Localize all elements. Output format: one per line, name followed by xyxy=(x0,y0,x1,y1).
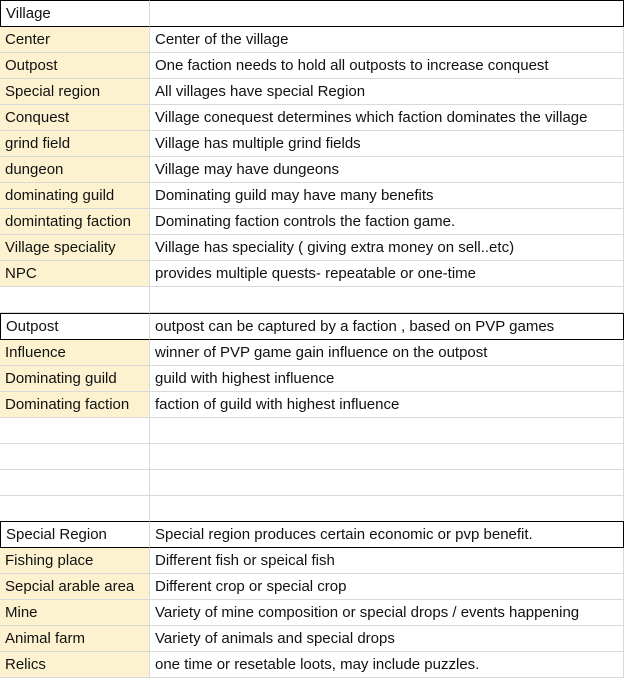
value-cell[interactable]: Village may have dungeons xyxy=(150,157,624,183)
value-cell[interactable]: Village has speciality ( giving extra money on sell..etc) xyxy=(150,235,624,261)
empty-cell[interactable] xyxy=(0,444,150,470)
key-cell[interactable]: Sepcial arable area xyxy=(0,574,150,600)
empty-cell[interactable] xyxy=(0,418,150,444)
table-row xyxy=(0,79,624,105)
empty-row xyxy=(0,287,624,313)
key-cell[interactable]: Outpost xyxy=(0,53,150,79)
grid-cell[interactable]: Outpost xyxy=(0,313,150,340)
table-row xyxy=(0,652,624,678)
key-cell[interactable]: Conquest xyxy=(0,105,150,131)
empty-cell[interactable] xyxy=(150,470,624,496)
key-cell[interactable]: NPC xyxy=(0,261,150,287)
value-cell[interactable]: one time or resetable loots, may include puzzles. xyxy=(150,652,624,678)
key-cell[interactable]: domintating faction xyxy=(0,209,150,235)
key-cell[interactable]: Village speciality xyxy=(0,235,150,261)
key-cell[interactable]: Mine xyxy=(0,600,150,626)
table-row xyxy=(0,340,624,366)
table-row xyxy=(0,366,624,392)
section-header-special-region xyxy=(0,521,624,547)
grid-cell[interactable]: Special region produces certain economic or pvp benefit. xyxy=(150,521,624,548)
empty-cell[interactable] xyxy=(0,287,150,313)
value-cell[interactable]: Different crop or special crop xyxy=(150,574,624,600)
empty-cell[interactable] xyxy=(150,418,624,444)
value-cell[interactable]: guild with highest influence xyxy=(150,366,624,392)
table-row xyxy=(0,183,624,209)
table-row xyxy=(0,392,624,418)
grid-cell[interactable]: outpost can be captured by a faction , based on PVP games xyxy=(150,313,624,340)
key-cell[interactable]: Influence xyxy=(0,340,150,366)
value-cell[interactable]: Dominating faction controls the faction game. xyxy=(150,209,624,235)
table-row xyxy=(0,600,624,626)
value-cell[interactable]: Different fish or speical fish xyxy=(150,548,624,574)
key-cell[interactable]: Dominating faction xyxy=(0,392,150,418)
table-row xyxy=(0,105,624,131)
empty-cell[interactable] xyxy=(0,470,150,496)
table-row xyxy=(0,53,624,79)
empty-row xyxy=(0,470,624,496)
key-cell[interactable]: dominating guild xyxy=(0,183,150,209)
value-cell[interactable]: provides multiple quests- repeatable or one-time xyxy=(150,261,624,287)
value-cell[interactable]: Dominating guild may have many benefits xyxy=(150,183,624,209)
grid-cell[interactable]: Village xyxy=(0,0,150,27)
key-cell[interactable]: Special region xyxy=(0,79,150,105)
table-row xyxy=(0,131,624,157)
section-header-outpost xyxy=(0,313,624,339)
grid-cell[interactable]: Special Region xyxy=(0,521,150,548)
table-row xyxy=(0,574,624,600)
value-cell[interactable]: One faction needs to hold all outposts to increase conquest xyxy=(150,53,624,79)
table-row xyxy=(0,157,624,183)
table-row xyxy=(0,548,624,574)
value-cell[interactable]: Village conequest determines which faction dominates the village xyxy=(150,105,624,131)
key-cell[interactable]: dungeon xyxy=(0,157,150,183)
value-cell[interactable]: Variety of animals and special drops xyxy=(150,626,624,652)
empty-cell[interactable] xyxy=(150,287,624,313)
key-cell[interactable]: Center xyxy=(0,27,150,53)
value-cell[interactable]: Village has multiple grind fields xyxy=(150,131,624,157)
grid-cell[interactable] xyxy=(150,0,624,27)
key-cell[interactable]: Fishing place xyxy=(0,548,150,574)
key-cell[interactable]: Dominating guild xyxy=(0,366,150,392)
key-cell[interactable]: Animal farm xyxy=(0,626,150,652)
value-cell[interactable]: faction of guild with highest influence xyxy=(150,392,624,418)
empty-row xyxy=(0,444,624,470)
table-row xyxy=(0,261,624,287)
key-cell[interactable]: grind field xyxy=(0,131,150,157)
value-cell[interactable]: winner of PVP game gain influence on the outpost xyxy=(150,340,624,366)
table-row xyxy=(0,209,624,235)
empty-cell[interactable] xyxy=(150,496,624,522)
table-row xyxy=(0,27,624,53)
table-row xyxy=(0,626,624,652)
value-cell[interactable]: Center of the village xyxy=(150,27,624,53)
value-cell[interactable]: All villages have special Region xyxy=(150,79,624,105)
empty-row xyxy=(0,496,624,522)
value-cell[interactable]: Variety of mine composition or special drops / events happening xyxy=(150,600,624,626)
empty-row xyxy=(0,418,624,444)
table-row xyxy=(0,235,624,261)
empty-cell[interactable] xyxy=(150,444,624,470)
section-header-village xyxy=(0,0,624,26)
key-cell[interactable]: Relics xyxy=(0,652,150,678)
empty-cell[interactable] xyxy=(0,496,150,522)
